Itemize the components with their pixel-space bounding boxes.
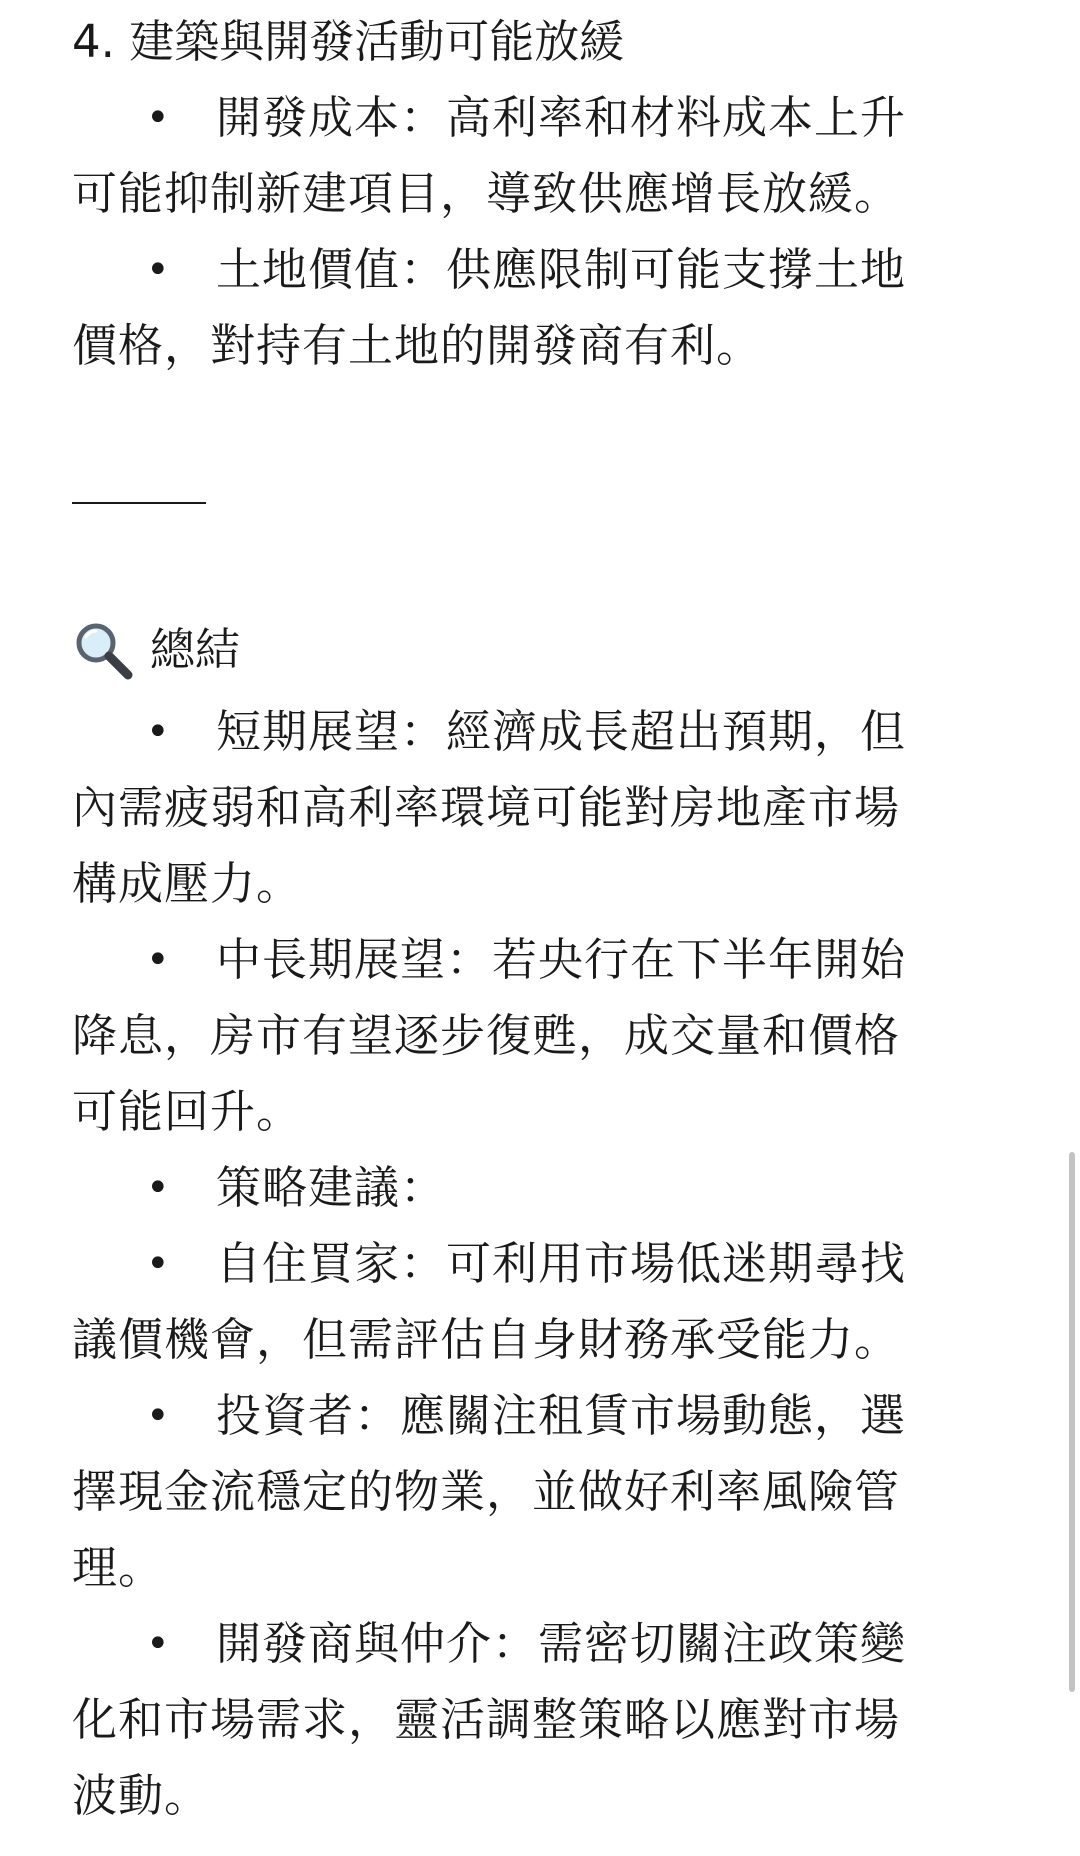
list-item-text: 土地價值：供應限制可能支撐土地 — [216, 243, 907, 296]
list-item-text: 中長期展望：若央行在下半年開始 — [216, 933, 907, 986]
list-item-continuation: 擇現金流穩定的物業，並做好利率風險管 — [72, 1465, 901, 1518]
list-item-continuation: 價格，對持有土地的開發商有利。 — [72, 319, 763, 372]
horizontal-divider — [72, 502, 206, 504]
list-item — [72, 1150, 1002, 1226]
magnifying-glass-icon — [72, 619, 134, 681]
list-item — [72, 232, 1002, 308]
summary-title: 總結 — [150, 623, 241, 676]
list-item — [72, 1226, 1002, 1302]
summary-heading — [72, 612, 240, 688]
bullet-dot: • — [146, 247, 171, 293]
list-item-text: 開發商與仲介：需密切關注政策變 — [216, 1617, 907, 1670]
list-item — [72, 922, 1002, 998]
list-item — [72, 694, 1002, 770]
list-item-continuation: 可能回升。 — [72, 1085, 303, 1138]
list-item-text: 投資者：應關注租賃市場動態，選 — [216, 1389, 907, 1442]
list-item-continuation: 波動。 — [72, 1769, 211, 1822]
bullet-dot: • — [146, 709, 171, 755]
list-item-text: 開發成本：高利率和材料成本上升 — [216, 91, 907, 144]
list-item-continuation: 可能抑制新建項目，導致供應增長放緩。 — [72, 167, 901, 220]
list-item-continuation: 構成壓力。 — [72, 857, 303, 910]
list-item-text: 策略建議： — [216, 1161, 447, 1214]
list-item — [72, 80, 1002, 156]
list-item — [72, 1378, 1002, 1454]
section-4-title: 4. 建築與開發活動可能放緩 — [72, 15, 625, 68]
list-item — [72, 1606, 1002, 1682]
bullet-dot: • — [146, 95, 171, 141]
list-item-continuation: 化和市場需求，靈活調整策略以應對市場 — [72, 1693, 901, 1746]
list-item-text: 短期展望：經濟成長超出預期，但 — [216, 705, 907, 758]
list-item-continuation: 內需疲弱和高利率環境可能對房地產市場 — [72, 781, 901, 834]
bullet-dot: • — [146, 1393, 171, 1439]
list-item-continuation: 降息，房市有望逐步復甦，成交量和價格 — [72, 1009, 901, 1062]
list-item-continuation: 議價機會，但需評估自身財務承受能力。 — [72, 1313, 901, 1366]
bullet-dot: • — [146, 1621, 171, 1667]
bullet-dot: • — [146, 937, 171, 983]
list-item-text: 自住買家：可利用市場低迷期尋找 — [216, 1237, 907, 1290]
bullet-dot: • — [146, 1165, 171, 1211]
scrollbar[interactable] — [1069, 1152, 1075, 1692]
bullet-dot: • — [146, 1241, 171, 1287]
list-item-continuation: 理。 — [72, 1541, 165, 1594]
